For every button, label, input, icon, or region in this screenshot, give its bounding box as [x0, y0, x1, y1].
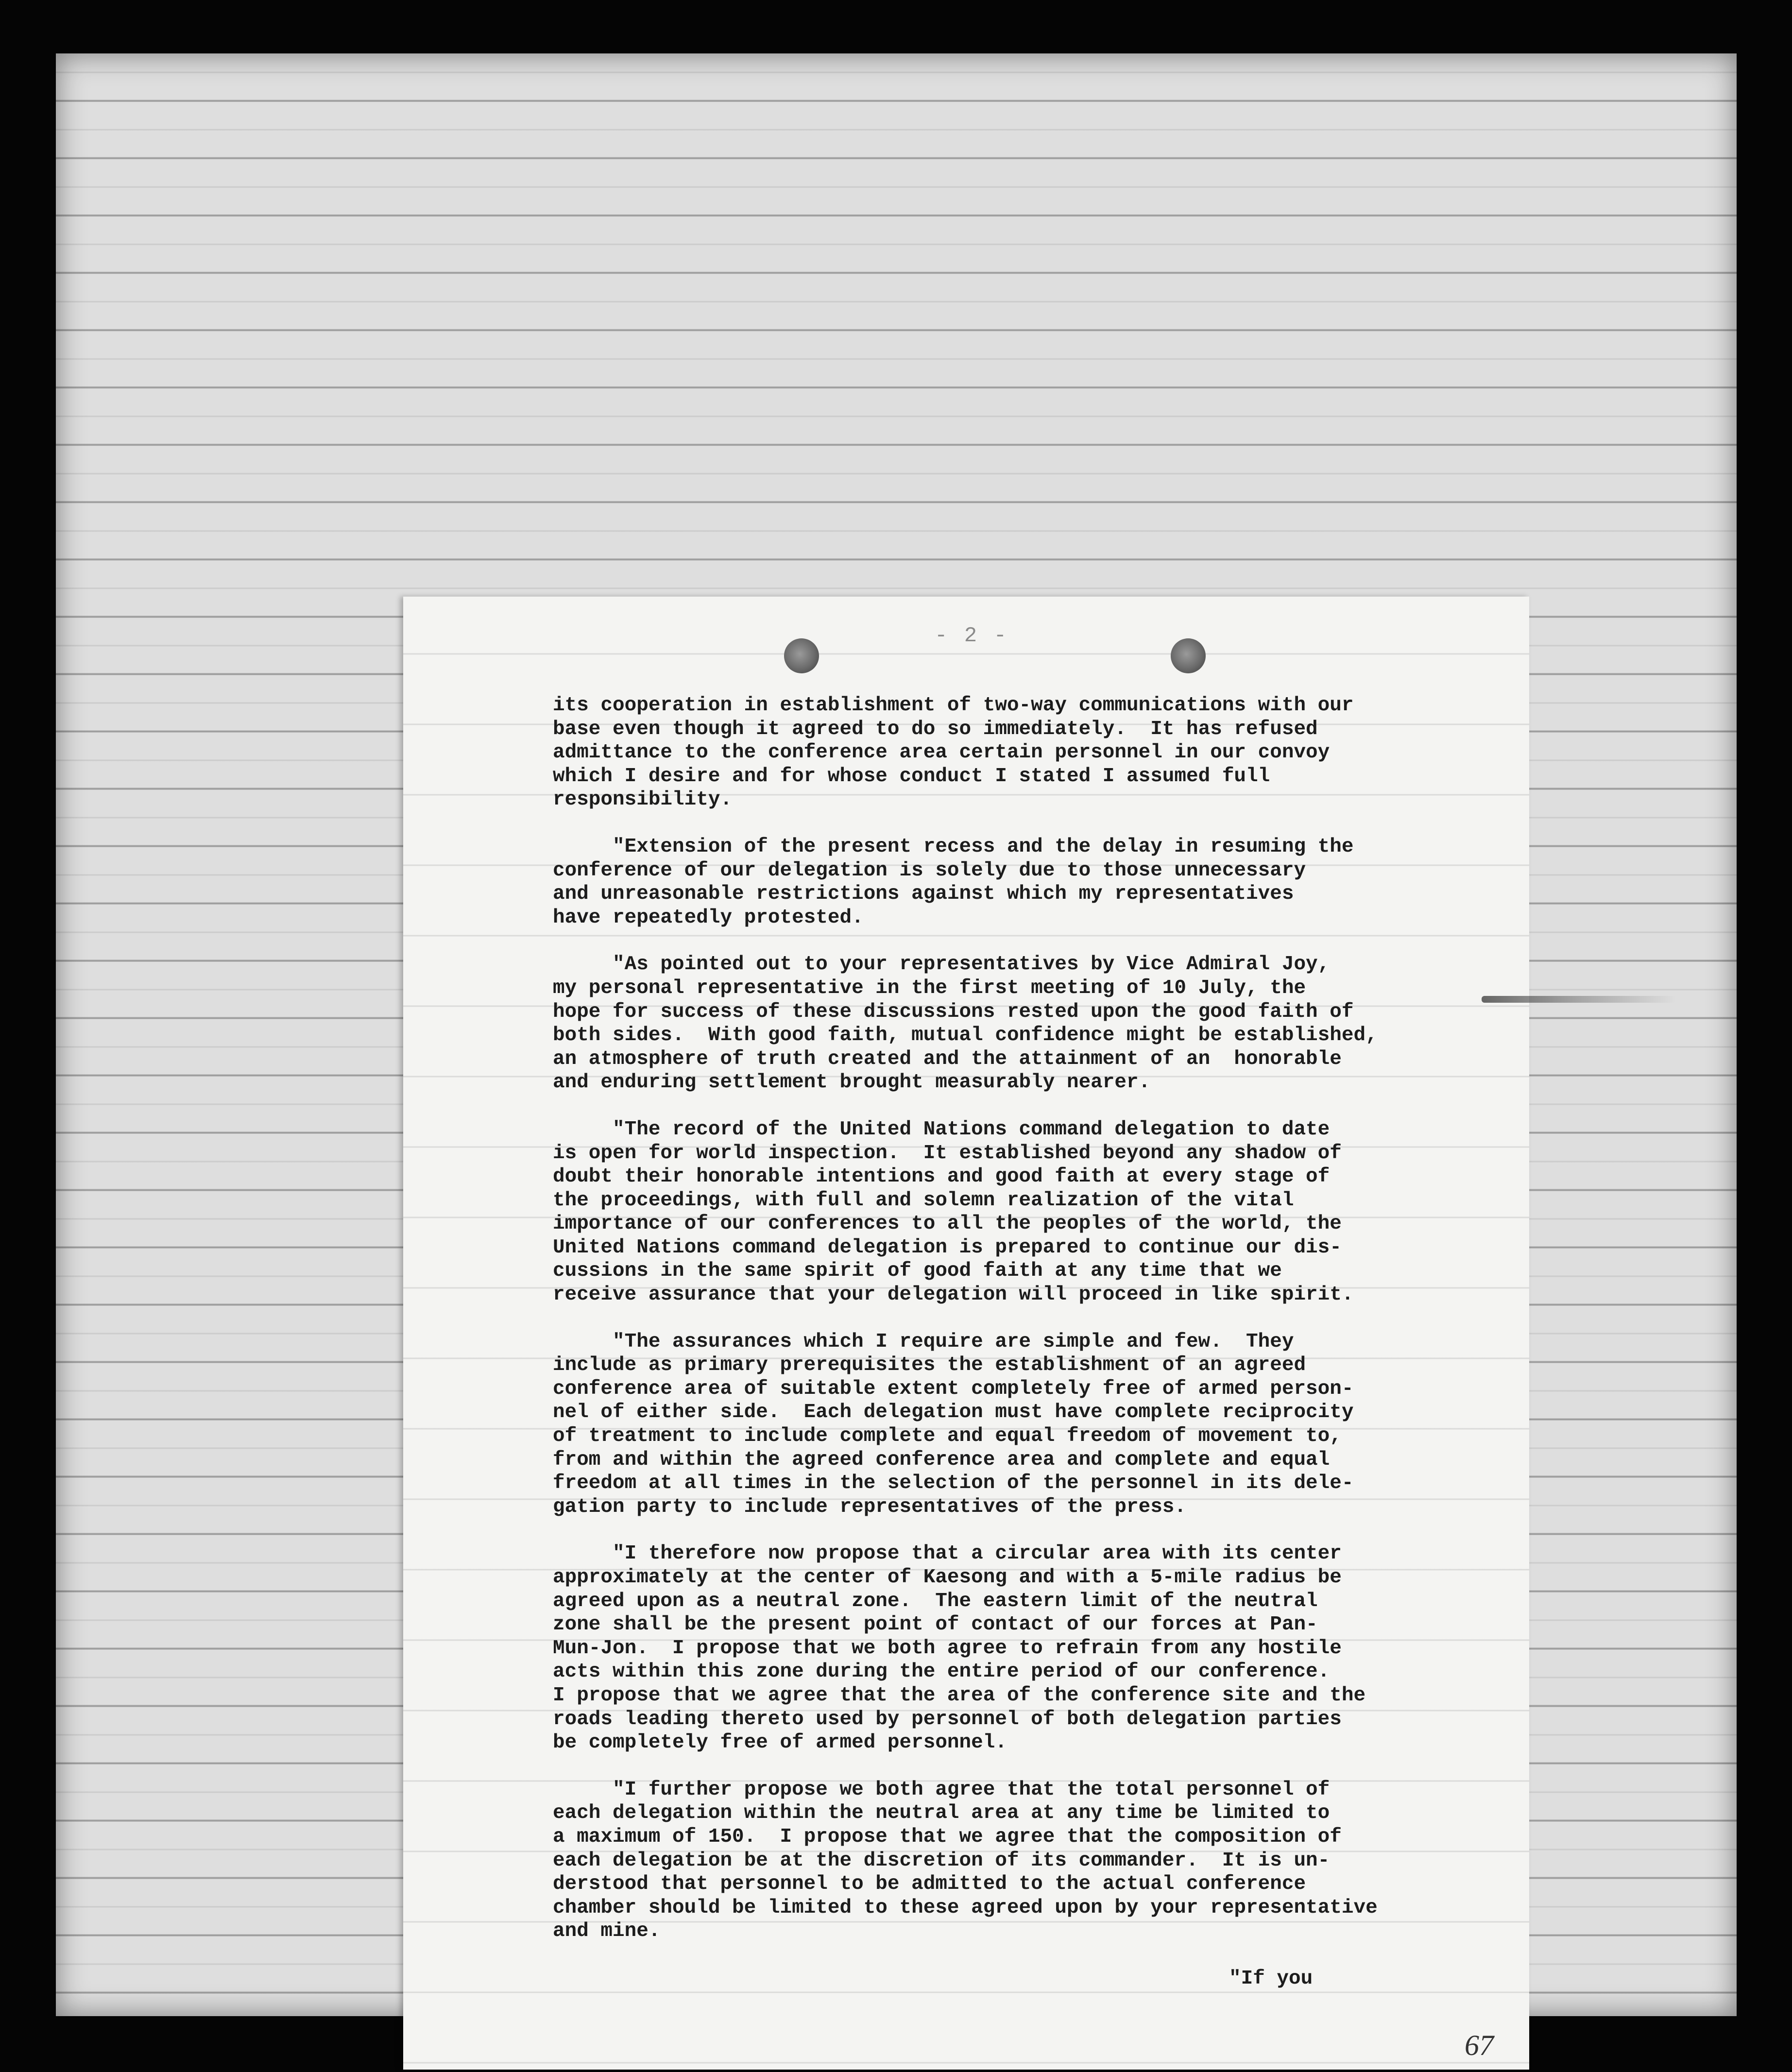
- paragraph: "The assurances which I require are simple and few. They include as primary prerequisites the establishment of an agreed conference area of suitable extent completely free of armed person- nel of either side. Each delegation must have complete reciprocity of treatment to include complete and equal freedom of movement to, from and within the agreed conference area and complete and equal freedom at all times in the selection of the personnel in its dele- gation party to include representatives of the press.: [553, 1330, 1354, 1518]
- paragraph: "Extension of the present recess and the delay in resuming the conference of our delegation is solely due to those unnecessary and unreasonable restrictions against which my representatives have repeatedly protested.: [553, 835, 1354, 929]
- paragraph: "I therefore now propose that a circular area with its center approximately at the center of Kaesong and with a 5-mile radius be agreed upon as a neutral zone. The eastern limit of the neutral zone shall be the present point of contact of our forces at Pan- Mun-Jon. I propose that we both agree to refrain from any hostile acts within this zone during the entire period of our conference. I propose that we agree that the area of the conference site and the roads leading thereto used by personnel of both delegation parties be completely free of armed personnel.: [553, 1542, 1366, 1754]
- ink-smudge: [1482, 996, 1676, 1003]
- continuation-catchword: "If you: [1229, 1968, 1313, 1990]
- document-body: [553, 694, 1519, 1967]
- page-number: - 2 -: [934, 624, 1009, 648]
- document-page: [403, 597, 1529, 2070]
- paragraph: "The record of the United Nations command delegation to date is open for world inspection. It established beyond any shadow of doubt their honorable intentions and good faith at every stage of the proceedings, with full and solemn realization of the vital importance of our conferences to all the peoples of the world, the United Nations command delegation is prepared to continue our dis- cussions in the same spirit of good faith at any time that we receive assurance that your delegation will proceed in like spirit.: [553, 1118, 1354, 1306]
- backing-sheet: [56, 53, 1737, 2061]
- handwritten-folio-number: 67: [1465, 2029, 1494, 2061]
- punch-hole-right: [1171, 638, 1206, 673]
- paragraph: "As pointed out to your representatives by Vice Admiral Joy, my personal representative in the first meeting of 10 July, the hope for success of these discussions rested upon the good faith of both sides. With good faith, mutual confidence might be established, an atmosphere of truth created and the attainment of an honorable and enduring settlement brought measurably nearer.: [553, 953, 1378, 1094]
- punch-hole-left: [784, 638, 819, 673]
- paragraph: its cooperation in establishment of two-way communications with our base even though it agreed to do so immediately. It has refused admittance to the conference area certain personnel in our convoy which I desire and for whose conduct I stated I assumed full responsibility.: [553, 694, 1354, 811]
- paragraph: "I further propose we both agree that the total personnel of each delegation within the neutral area at any time be limited to a maximum of 150. I propose that we agree that the composition of each delegation be at the discretion of its commander. It is un- derstood that personnel to be admitted to the actual conference chamber should be limited to these agreed upon by your representative and mine.: [553, 1778, 1378, 1943]
